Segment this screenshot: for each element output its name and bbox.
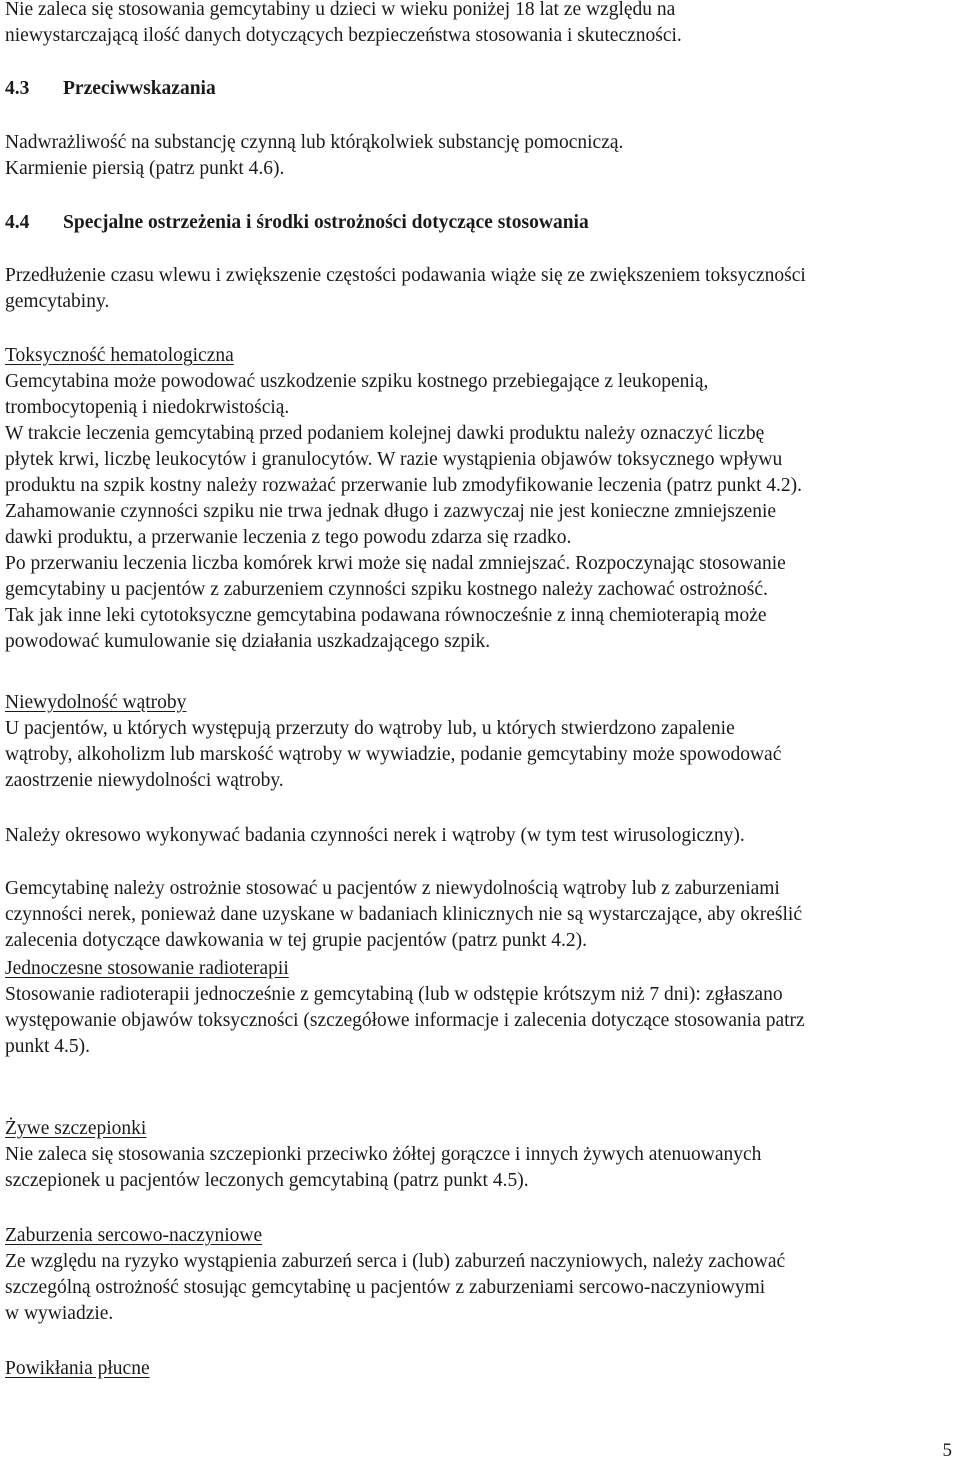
- text-line: Nie zaleca się stosowania szczepionki przeciwko żółtej gorączce i innych żywych atenuowanych: [5, 1144, 762, 1165]
- section-title: Specjalne ostrzeżenia i środki ostrożności dotyczące stosowania: [63, 212, 589, 233]
- text-line: w wywiadzie.: [5, 1303, 114, 1324]
- subsection-heading: Niewydolność wątroby: [5, 692, 187, 713]
- text-line: szczepionek u pacjentów leczonych gemcytabiną (patrz punkt 4.5).: [5, 1170, 529, 1191]
- section-heading-4-4: [5, 210, 955, 236]
- hematologic-toxicity-section: [5, 343, 955, 655]
- page-number: 5: [942, 1440, 952, 1461]
- text-line: wątroby, alkoholizm lub marskość wątroby w wywiadzie, podanie gemcytabiny może spowodować: [5, 744, 782, 765]
- text-line: gemcytabiny.: [5, 291, 110, 312]
- text-line: Gemcytabinę należy ostrożnie stosować u pacjentów z niewydolnością wątroby lub z zaburzeniami: [5, 878, 780, 899]
- text-line: punkt 4.5).: [5, 1036, 91, 1057]
- radiotherapy-section: [5, 956, 955, 1060]
- section-number: 4.3: [5, 78, 30, 99]
- text-line: dawki produktu, a przerwanie leczenia z tego powodu zdarza się rzadko.: [5, 527, 572, 548]
- text-line: Stosowanie radioterapii jednocześnie z gemcytabiną (lub w odstępie krótszym niż 7 dni): zgłaszano: [5, 984, 783, 1005]
- text-line: zaostrzenie niewydolności wątroby.: [5, 770, 284, 791]
- text-line: powodować kumulowanie się działania uszkadzającego szpik.: [5, 631, 491, 652]
- text-line: czynności nerek, ponieważ dane uzyskane w badaniach klinicznych nie są wystarczające, aby określić: [5, 904, 802, 925]
- text-line: Tak jak inne leki cytotoksyczne gemcytabina podawana równocześnie z inną chemioterapią może: [5, 605, 767, 626]
- text-line: Należy okresowo wykonywać badania czynności nerek i wątroby (w tym test wirusologiczny).: [5, 825, 745, 846]
- text-line: Karmienie piersią (patrz punkt 4.6).: [5, 158, 285, 179]
- text-line: trombocytopenią i niedokrwistością.: [5, 397, 290, 418]
- text-line: Nie zaleca się stosowania gemcytabiny u dzieci w wieku poniżej 18 lat ze względu na: [5, 0, 676, 20]
- text-line: gemcytabiny u pacjentów z zaburzeniem czynności szpiku kostnego należy zachować ostrożność.: [5, 579, 768, 600]
- text-line: produktu na szpik kostny należy rozważać przerwanie lub zmodyfikowanie leczenia (patrz punkt 4.2).: [5, 475, 803, 496]
- subsection-heading: Zaburzenia sercowo-naczyniowe: [5, 1225, 263, 1246]
- text-line: Po przerwaniu leczenia liczba komórek krwi może się nadal zmniejszać. Rozpoczynając stosowanie: [5, 553, 786, 574]
- live-vaccines-section: [5, 1116, 955, 1194]
- text-line: U pacjentów, u których występują przerzuty do wątroby lub, u których stwierdzono zapalenie: [5, 718, 735, 739]
- cardiovascular-section: [5, 1223, 955, 1327]
- text-line: Gemcytabina może powodować uszkodzenie szpiku kostnego przebiegające z leukopenią,: [5, 371, 709, 392]
- text-line: Przedłużenie czasu wlewu i zwiększenie częstości podawania wiąże się ze zwiększeniem toksyczności: [5, 265, 806, 286]
- text-line: Ze względu na ryzyko wystąpienia zaburzeń serca i (lub) zaburzeń naczyniowych, należy zachować: [5, 1251, 786, 1272]
- intro-paragraph: [5, 0, 955, 49]
- text-line: Nadwrażliwość na substancję czynną lub którąkolwiek substancję pomocniczą.: [5, 132, 624, 153]
- text-line: Zahamowanie czynności szpiku nie trwa jednak długo i zazwyczaj nie jest konieczne zmniejszenie: [5, 501, 777, 522]
- text-line: zalecenia dotyczące dawkowania w tej grupie pacjentów (patrz punkt 4.2).: [5, 930, 588, 951]
- contraindications-paragraph: [5, 130, 955, 182]
- text-line: W trakcie leczenia gemcytabiną przed podaniem kolejnej dawki produktu należy oznaczyć liczbę: [5, 423, 765, 444]
- pulmonary-section: [5, 1356, 955, 1382]
- monitoring-paragraph: [5, 823, 955, 849]
- section-title: Przeciwwskazania: [63, 78, 216, 99]
- text-line: występowanie objawów toksyczności (szczegółowe informacje i zalecenia dotyczące stosowania patrz: [5, 1010, 805, 1031]
- subsection-heading: Toksyczność hematologiczna: [5, 345, 234, 366]
- subsection-heading: Jednoczesne stosowanie radioterapii: [5, 958, 289, 979]
- text-line: szczególną ostrożność stosując gemcytabinę u pacjentów z zaburzeniami sercowo-naczyniowymi: [5, 1277, 766, 1298]
- section-heading-4-3: [5, 76, 955, 102]
- text-line: niewystarczającą ilość danych dotyczących bezpieczeństwa stosowania i skuteczności.: [5, 25, 682, 46]
- caution-paragraph: [5, 876, 955, 954]
- section-number: 4.4: [5, 212, 30, 233]
- subsection-heading: Powikłania płucne: [5, 1358, 150, 1379]
- hepatic-insufficiency-section: [5, 690, 955, 794]
- warnings-intro-paragraph: [5, 263, 955, 315]
- subsection-heading: Żywe szczepionki: [5, 1118, 147, 1139]
- text-line: płytek krwi, liczbę leukocytów i granulocytów. W razie wystąpienia objawów toksycznego wpływu: [5, 449, 783, 470]
